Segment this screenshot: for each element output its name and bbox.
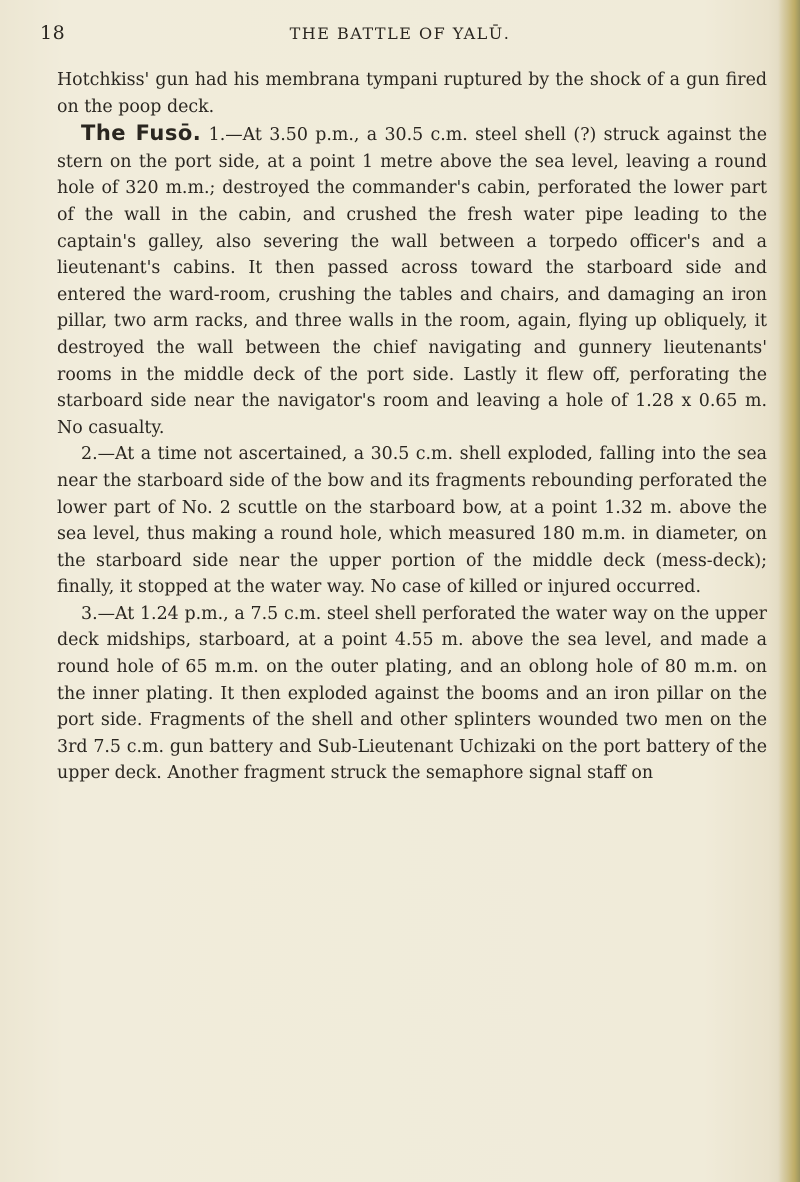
paragraph-2 (57, 120, 767, 441)
paragraph-4: 3.—At 1.24 p.m., a 7.5 c.m. steel shell perforated the water way on the upper deck midships, starboard, at a point 4.55 m. above the sea level, and made a round hole of 65 m.m. on the outer plating, and an oblong hole of 80 m.m. on the inner plating. It then exploded against the booms and an iron pillar on the port side. Fragments of the shell and other splinters wounded two men on the 3rd 7.5 c.m. gun battery and Sub-Lieutenant Uchizaki on the port battery of the upper deck. Another fragment struck the semaphore signal staff on (57, 603, 767, 784)
page-number: 18 (40, 22, 66, 44)
ship-heading: The Fusō. (81, 121, 202, 146)
body-text (57, 67, 767, 787)
paragraph-3: 2.—At a time not ascertained, a 30.5 c.m. shell exploded, falling into the sea near the starboard side of the bow and its fragments rebounding perforated the lower part of No. 2 scuttle on the starboard bow, at a point 1.32 m. above the sea level, thus making a round hole, which measured 180 m.m. in diameter, on the starboard side near the upper portion of the middle deck (mess-deck); finally, it stopped at the water way. No case of killed or injured occurred. (57, 444, 767, 598)
page-edge (778, 0, 800, 1182)
paragraph-1: Hotchkiss' gun had his membrana tympani ruptured by the shock of a gun fired on the poop deck. (57, 70, 767, 117)
running-title: THE BATTLE OF YALŪ. (289, 24, 511, 43)
paragraph-2-text: 1.—At 3.50 p.m., a 30.5 c.m. steel shell (?) struck against the stern on the port side, at a point 1 metre above the sea level, leaving a round hole of 320 m.m.; destroyed the commander's cabin, perforated the lower part of the wall in the cabin, and crushed the fresh water pipe leading to the captain's galley, also severing the wall between a torpedo officer's and a lieutenant's cabins. It then passed across toward the starboard side and entered the ward-room, crushing the tables and chairs, and damaging an iron pillar, two arm racks, and three walls in the room, again, flying up obliquely, it destroyed the wall between the chief navigating and gunnery lieutenants' rooms in the middle deck of the port side. Lastly it flew off, perforating the starboard side near the navigator's room and leaving a hole of 1.28 x 0.65 m. No casualty. (57, 125, 768, 438)
page-header (40, 22, 760, 52)
